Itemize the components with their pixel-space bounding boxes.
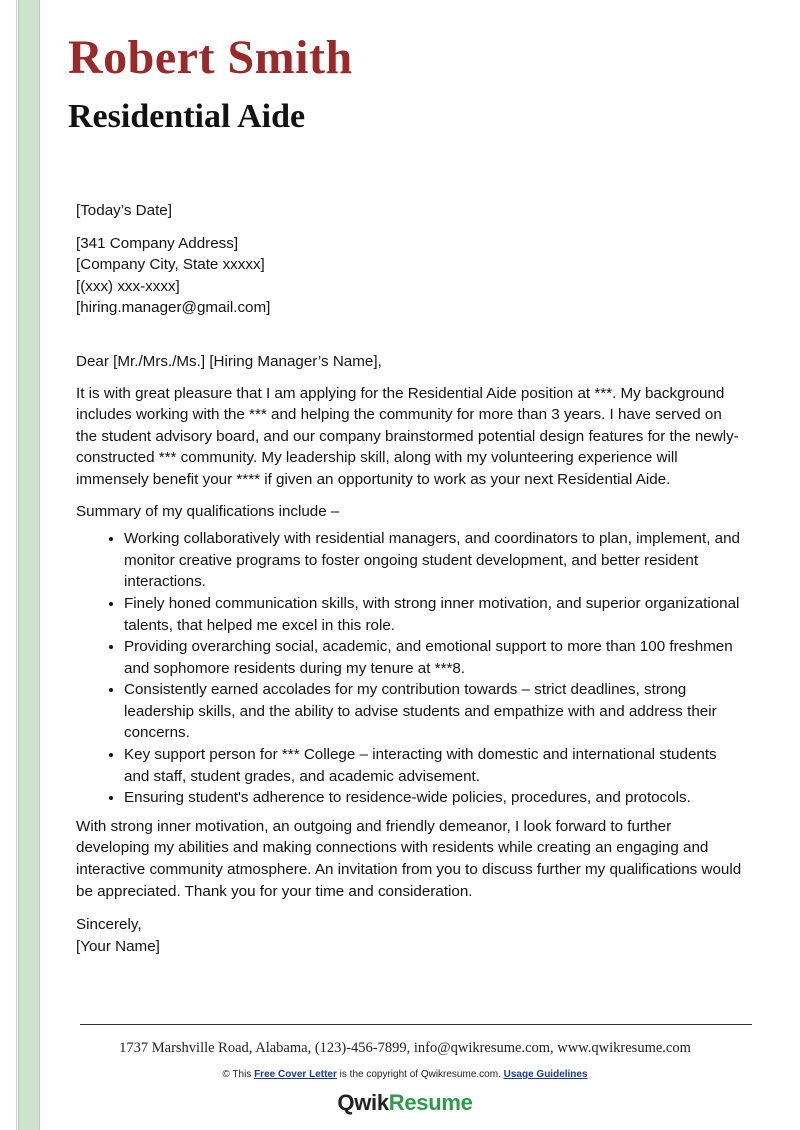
list-item: • Consistently earned accolades for my contribution towards – strict deadlines, strong leadership skills, and the ability to advise students and empathize with and address their concerns. xyxy=(124,679,746,744)
list-item: • Working collaboratively with residential managers, and coordinators to plan, implement, and monitor creative programs to foster ongoing student development, and better resident interactions. xyxy=(124,528,746,593)
copyright-notice xyxy=(0,1069,800,1080)
address-line: [(xxx) xxx-xxxx] xyxy=(76,277,180,295)
qualifications-list xyxy=(76,528,746,809)
signature-name: [Your Name] xyxy=(76,937,160,955)
closing-paragraph: With strong inner motivation, an outgoing and friendly demeanor, I look forward to further developing my abilities and making connections with residents while creating an engaging and interactive community atmosphere. An invitation from you to discuss further my qualifications would be appreciated. Thank you for your time and consideration. xyxy=(76,817,742,900)
copyright-prefix: © This xyxy=(222,1069,255,1080)
salutation: Dear [Mr./Mrs./Ms.] [Hiring Manager’s Name], xyxy=(76,352,382,370)
page-left-border xyxy=(0,0,17,1130)
footer-divider xyxy=(80,1024,752,1025)
address-line: [341 Company Address] xyxy=(76,234,239,252)
applicant-name: Robert Smith xyxy=(68,31,353,84)
list-item: • Providing overarching social, academic, and emotional support to more than 100 freshmen and sophomore residents during my tenure at ***8. xyxy=(124,636,746,679)
logo-qwik: Qwik xyxy=(337,1090,389,1115)
qwikresume-logo[interactable] xyxy=(0,1090,800,1116)
summary-intro: Summary of my qualifications include – xyxy=(76,502,340,520)
letter-body xyxy=(76,200,746,957)
list-item: • Ensuring student's adherence to residence-wide policies, procedures, and protocols. xyxy=(124,787,746,809)
list-item: • Finely honed communication skills, with strong inner motivation, and superior organizational talents, that helped me excel in this role. xyxy=(124,593,746,636)
letter-date: [Today’s Date] xyxy=(76,202,172,219)
usage-guidelines-link[interactable]: Usage Guidelines xyxy=(503,1069,588,1080)
footer-address: 1737 Marshville Road, Alabama, (123)-456-7899, info@qwikresume.com, www.qwikresume.com xyxy=(119,1040,691,1056)
list-item: • Key support person for *** College – interacting with domestic and international students and staff, student grades, and academic advisement. xyxy=(124,744,746,787)
intro-paragraph: It is with great pleasure that I am applying for the Residential Aide position at ***. My background includes working with the *** and helping the community for more than 3 years. I have served on the student advisory board, and our company brainstormed potential design features for the newly-constructed *** community. My leadership skill, along with my volunteering experience will immensely benefit your **** if given an opportunity to work as your next Residential Aide. xyxy=(76,384,739,488)
decorative-sidebar-bar xyxy=(18,0,40,1130)
recipient-address xyxy=(76,233,746,319)
job-title: Residential Aide xyxy=(68,98,306,135)
signoff: Sincerely, xyxy=(76,916,142,934)
address-line: [Company City, State xxxxx] xyxy=(76,256,265,274)
logo-resume: Resume xyxy=(388,1090,473,1115)
copyright-middle: is the copyright of Qwikresume.com. xyxy=(336,1069,504,1080)
free-cover-letter-link[interactable]: Free Cover Letter xyxy=(254,1069,337,1080)
address-line: [hiring.manager@gmail.com] xyxy=(76,299,271,317)
